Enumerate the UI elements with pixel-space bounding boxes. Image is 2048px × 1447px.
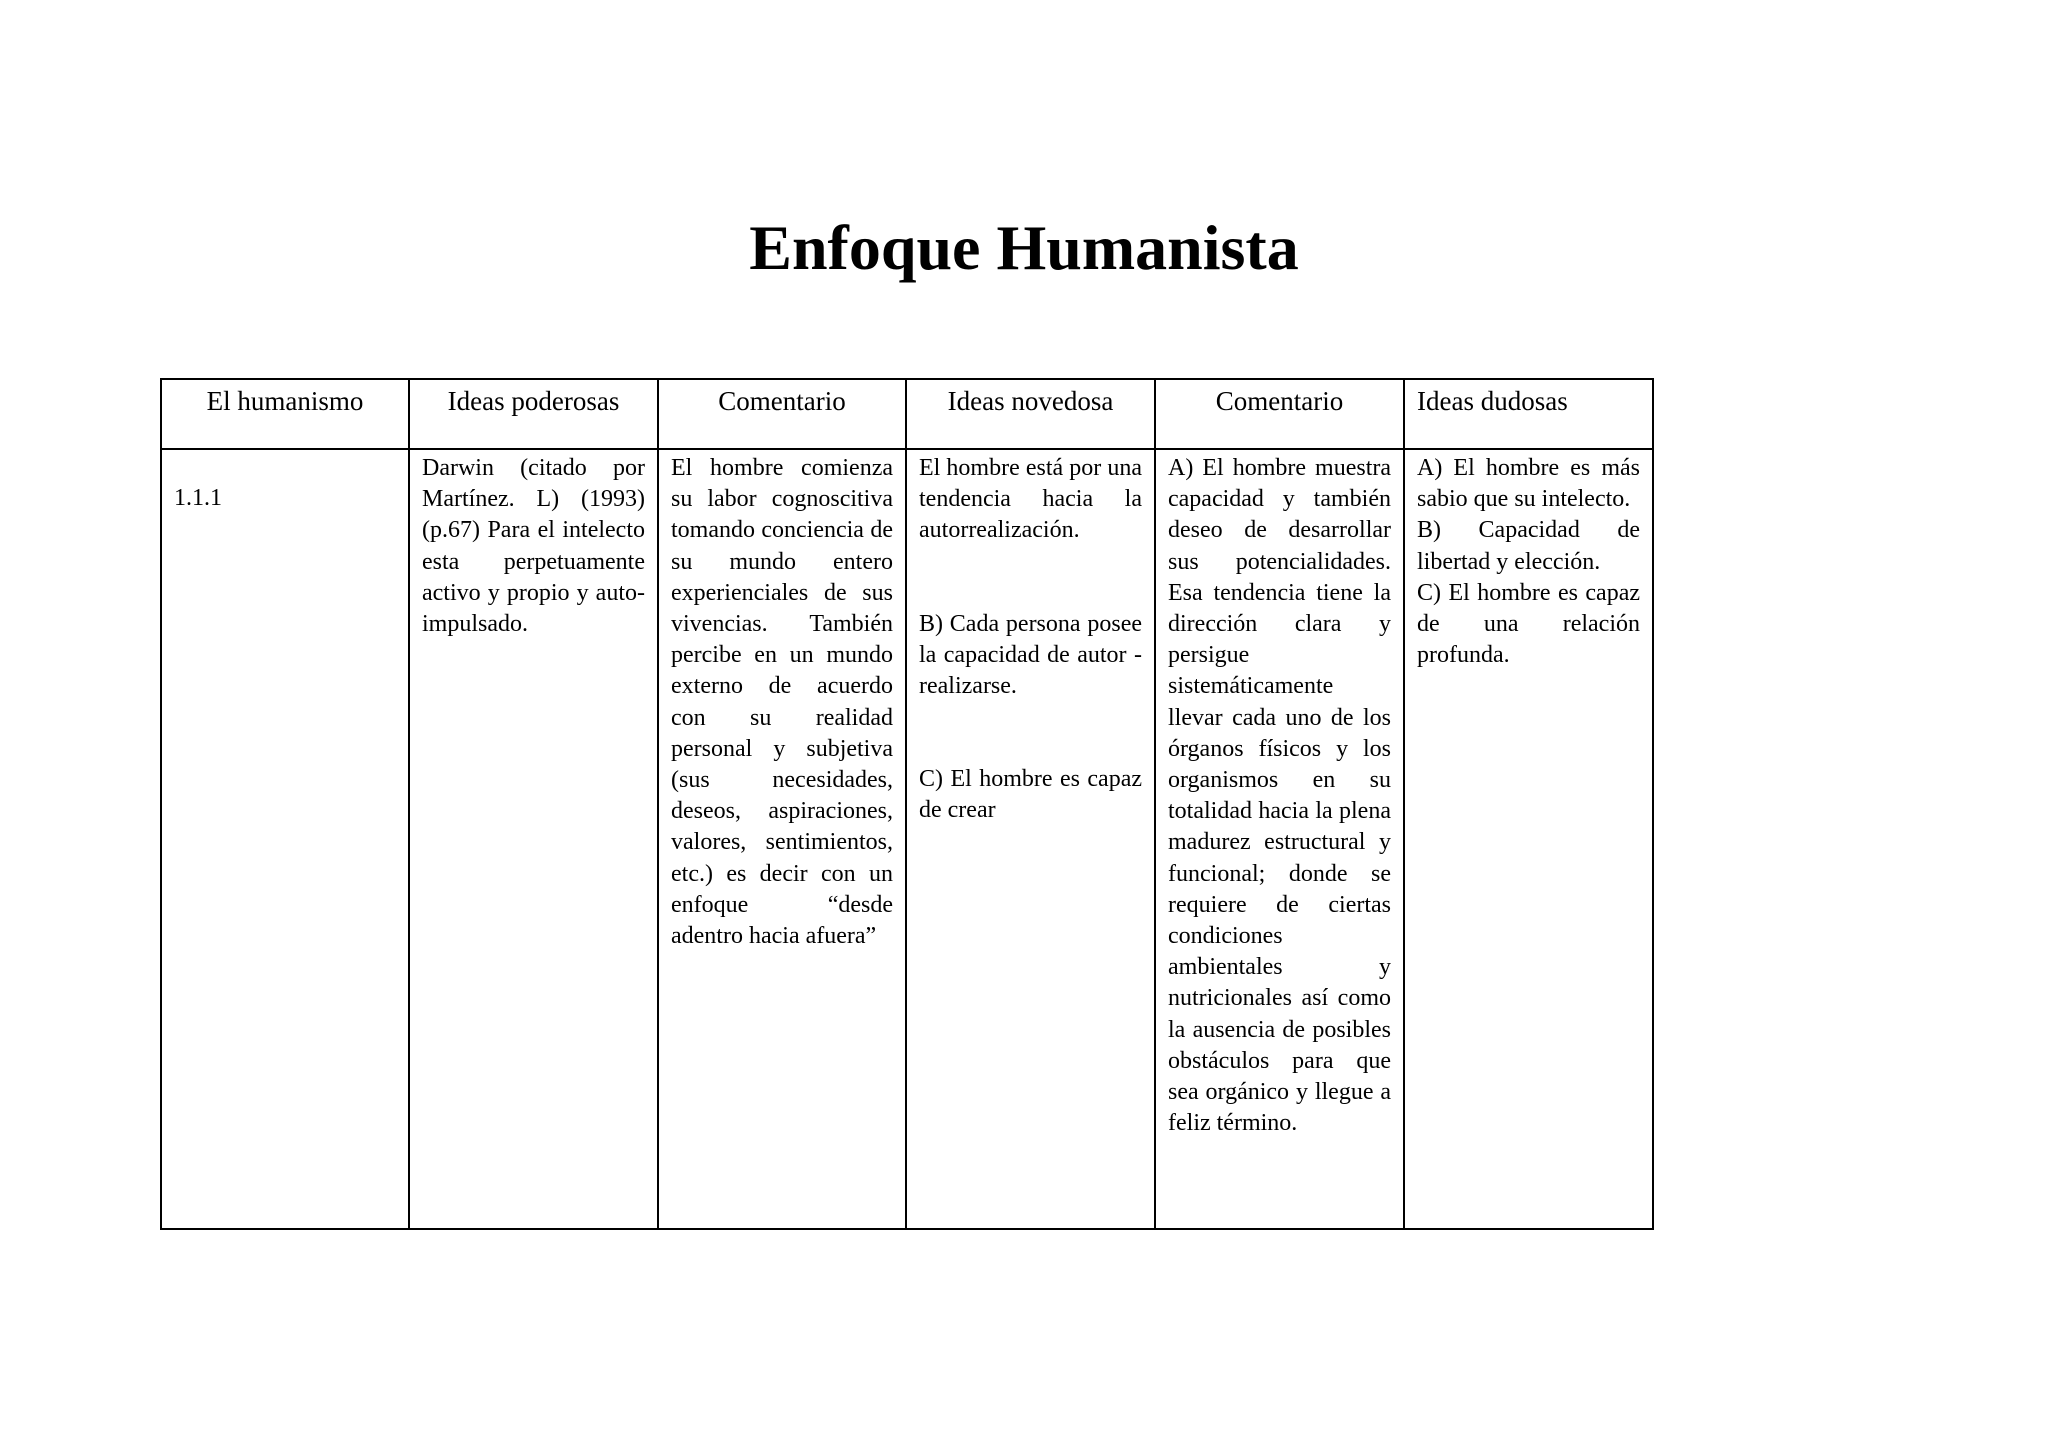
cell-comentario-2 xyxy=(1155,449,1404,1229)
comentario-2-text: A) El hombre muestra capacidad y también deseo de desarrollar sus potencialidades. Esa tendencia tiene la dirección clara y persigue sistemáticamente llevar cada uno de los órganos físicos y los organismos en su totalidad hacia la plena madurez estructural y funcional; donde se requiere de ciertas condiciones ambientales y nutricionales así como la ausencia de posibles obstáculos para que sea orgánico y llegue a feliz término. xyxy=(1168,455,1391,1137)
table-header-row xyxy=(161,379,1653,449)
header-ideas-dudosas: Ideas dudosas xyxy=(1404,379,1653,449)
cell-comentario-1 xyxy=(658,449,906,1229)
header-comentario-1: Comentario xyxy=(658,379,906,449)
header-el-humanismo: El humanismo xyxy=(161,379,409,449)
header-comentario-2: Comentario xyxy=(1155,379,1404,449)
cell-ideas-novedosa xyxy=(906,449,1155,1229)
spacer xyxy=(919,702,1142,764)
humanism-table xyxy=(160,378,1654,1230)
table-row xyxy=(161,449,1653,1229)
humanismo-value: 1.1.1 xyxy=(174,485,222,511)
page-title: Enfoque Humanista xyxy=(749,212,1299,283)
ideas-novedosa-b: B) Cada persona posee la capacidad de autor -realizarse. xyxy=(919,610,1142,700)
ideas-poderosas-text: Darwin (citado por Martínez. L) (1993) (p.67) Para el intelecto esta perpetuamente activo y propio y auto-impulsado. xyxy=(422,455,645,638)
comentario-1-text: El hombre comienza su labor cognoscitiva tomando conciencia de su mundo entero experienciales de sus vivencias. También percibe en un mundo externo de acuerdo con su realidad personal y subjetiva (sus necesidades, deseos, aspiraciones, valores, sentimientos, etc.) es decir con un enfoque “desde adentro hacia afuera” xyxy=(671,455,893,950)
ideas-novedosa-a: El hombre está por una tendencia hacia la autorrealización. xyxy=(919,455,1142,544)
cell-ideas-dudosas xyxy=(1404,449,1653,1229)
ideas-dudosas-b: B) Capacidad de libertad y elección. xyxy=(1417,517,1640,575)
ideas-dudosas-a: A) El hombre es más sabio que su intelecto. xyxy=(1417,455,1640,513)
cell-humanismo xyxy=(161,449,409,1229)
ideas-novedosa-c: C) El hombre es capaz de crear xyxy=(919,766,1142,824)
header-ideas-novedosa: Ideas novedosa xyxy=(906,379,1155,449)
header-ideas-poderosas: Ideas poderosas xyxy=(409,379,658,449)
spacer xyxy=(919,547,1142,609)
cell-ideas-poderosas xyxy=(409,449,658,1229)
ideas-dudosas-c: C) El hombre es capaz de una relación profunda. xyxy=(1417,579,1640,669)
